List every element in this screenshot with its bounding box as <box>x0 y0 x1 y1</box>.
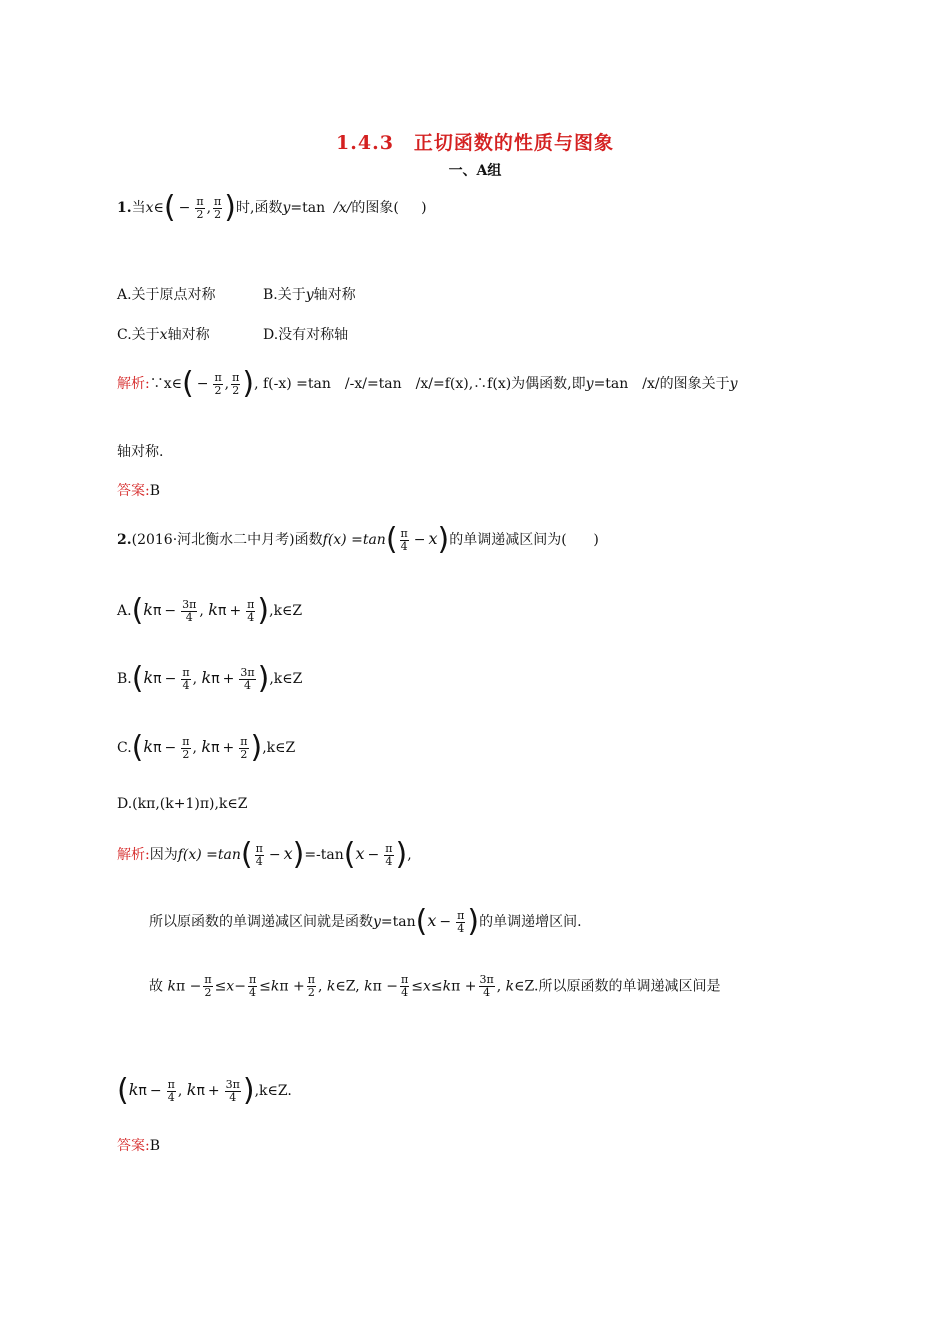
fraction: $\frac{\pi}{4}$ <box>400 526 408 553</box>
question-1-analysis: 解析:∵x∈( − $\frac{\pi}{2}$ , $\frac{\pi}{2}$ ), f(-x) =tan /-x/=tan /x/=f(x),∴f(x)为偶函数,即y=tan /x/的图象关于y <box>117 366 738 401</box>
option-c: C.(kπ − $\frac{\pi}{2}$ , kπ + $\frac{\pi}{2}$ ),k∈Z <box>117 730 296 765</box>
analysis-text: f(-x) =tan /-x/=tan /x/=f(x),∴f(x)为偶函数,即 <box>262 376 586 392</box>
analysis-text: ∵x∈ <box>149 376 182 392</box>
analysis-label: 解析: <box>117 847 150 863</box>
analysis-text: 因为 <box>149 847 178 863</box>
fraction: $\frac{\pi}{2}$ <box>214 370 222 397</box>
option-a: A.(kπ − $\frac{3\pi}{4}$ , kπ + $\frac{\pi}{4}$ ),k∈Z <box>117 593 303 628</box>
answer-value: B <box>149 483 161 499</box>
analysis-text: =-tan <box>304 847 344 863</box>
fraction: $\frac{\pi}{2}$ <box>196 194 204 221</box>
minus-sign: − <box>413 532 426 548</box>
stem-text: =tan <box>290 200 326 216</box>
analysis-line-3: 故 kπ − $\frac{\pi}{2}$ ≤x− $\frac{\pi}{4}$ ≤kπ + $\frac{\pi}{2}$ , k∈Z, kπ − $\frac{\pi}{4}$ ≤x≤kπ + $\frac{3\pi}{4}$ , k∈Z.所以原函数的单调递减区间是 <box>149 973 721 999</box>
question-number: 2. <box>117 532 132 548</box>
question-1-answer <box>117 481 160 501</box>
question-1-stem: 1.当x∈( − $\frac{\pi}{2}$ , $\frac{\pi}{2}$ )时,函数y=tan /x/的图象( ) <box>117 190 427 225</box>
function-expression: f(x) =tan <box>177 847 241 863</box>
page-title: 1.4.3 正切函数的性质与图象 <box>336 132 614 154</box>
variable: y <box>585 376 594 392</box>
symbol: ∈ <box>153 200 164 216</box>
paren-right: ) <box>437 522 450 557</box>
paren-right: ) <box>242 366 255 401</box>
option-c: C.关于x轴对称 <box>117 327 210 343</box>
option-label: B. <box>117 671 132 687</box>
option-b: B.(kπ − $\frac{\pi}{4}$ , kπ + $\frac{3\pi}{4}$ ),k∈Z <box>117 661 303 696</box>
analysis-line-2: 所以原函数的单调递减区间就是函数y=tan(x − $\frac{\pi}{4}$ )的单调递增区间. <box>149 904 582 939</box>
analysis-text: =tan /x/的图象关于 <box>593 376 730 392</box>
option-a: A.关于原点对称 <box>117 287 216 303</box>
paren-left: ( <box>385 522 398 557</box>
variable: x <box>145 200 154 216</box>
fraction: $\frac{\pi}{2}$ <box>214 194 222 221</box>
question-2-stem <box>117 522 599 557</box>
question-number: 1. <box>117 200 132 216</box>
function-expression: f(x) =tan <box>322 532 386 548</box>
stem-text: ) <box>421 200 427 216</box>
option-label: A. <box>117 603 132 619</box>
analysis-label: 解析: <box>117 376 150 392</box>
stem-text: 的图象( <box>351 200 399 216</box>
group-heading: 一、A组 <box>448 163 502 179</box>
stem-text: ) <box>593 532 599 548</box>
option-label: C. <box>117 740 132 756</box>
variable: y <box>729 376 738 392</box>
paren-left: ( <box>181 366 194 401</box>
answer-label: 答案: <box>117 1138 150 1154</box>
analysis-line-4: (kπ − $\frac{\pi}{4}$ , kπ + $\frac{3\pi}{4}$ ),k∈Z. <box>117 1073 292 1108</box>
answer-value: B <box>149 1138 161 1154</box>
option-d: D.没有对称轴 <box>263 327 349 343</box>
paren-right: ) <box>224 190 236 225</box>
stem-text: 当 <box>131 200 146 216</box>
stem-text: (2016·河北衡水二中月考)函数 <box>131 532 323 548</box>
question-2-answer <box>117 1136 160 1156</box>
stem-text: 时,函数 <box>236 200 283 216</box>
option-b: B.关于y轴对称 <box>263 287 356 303</box>
question-2-analysis: 解析:因为f(x) =tan( $\frac{\pi}{4}$ − x)=-tan(x − $\frac{\pi}{4}$ ), <box>117 837 412 872</box>
variable: x <box>428 529 438 548</box>
variable: y <box>282 200 291 216</box>
paren-left: ( <box>163 190 176 225</box>
minus-sign: − <box>196 376 209 392</box>
fraction: $\frac{\pi}{2}$ <box>232 370 240 397</box>
option-d: D.(kπ,(k+1)π),k∈Z <box>117 796 248 812</box>
abs-expression: /x/ <box>334 200 352 216</box>
answer-label: 答案: <box>117 483 150 499</box>
analysis-continuation: 轴对称. <box>117 444 164 460</box>
stem-text: 的单调递减区间为( <box>449 532 567 548</box>
minus-sign: − <box>178 200 191 216</box>
